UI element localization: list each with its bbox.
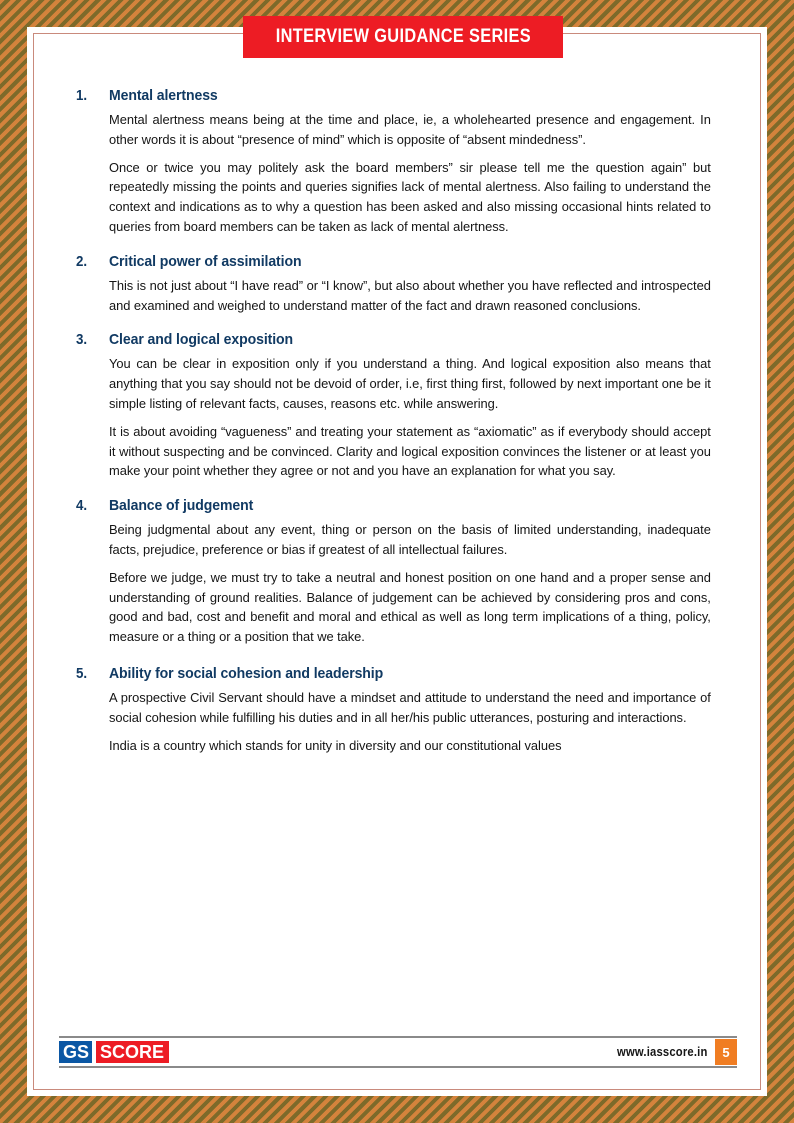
section-title: Ability for social cohesion and leadership xyxy=(109,665,384,682)
section-heading xyxy=(76,88,720,104)
section-body xyxy=(76,520,720,647)
header-banner xyxy=(243,16,563,58)
website-url[interactable]: www.iasscore.in xyxy=(616,1045,707,1059)
section-ability-for-social-cohesion-and-leadership xyxy=(76,666,720,755)
paragraph: You can be clear in exposition only if you understand a thing. And logical exposition also means that anything that you say should not be devoid of order, i.e, first thing first, followed by next important one be it simple listing of relevant facts, causes, reasons etc. while answering. xyxy=(109,356,711,411)
section-body xyxy=(76,276,720,316)
section-critical-power-of-assimilation xyxy=(76,254,720,316)
logo-separator xyxy=(93,1043,95,1061)
paragraph: Mental alertness means being at the time and place, ie, a wholehearted presence and engagement. In other words it is about “presence of mind” which is opposite of “absent mindedness”. xyxy=(109,112,711,147)
section-heading xyxy=(76,498,720,514)
page-number-badge: 5 xyxy=(715,1039,737,1065)
section-balance-of-judgement xyxy=(76,498,720,647)
section-number: 5. xyxy=(76,665,88,682)
section-body xyxy=(76,110,720,237)
gsscore-logo[interactable] xyxy=(59,1041,169,1063)
paragraph: Once or twice you may politely ask the board members” sir please tell me the question again” but repeatedly missing the points and queries signifies lack of mental alertness. Also failing to understand the context and indications as to why a question has been asked and also missing occasional hints related to queries from board members can be taken as lack of mental alertness. xyxy=(109,159,711,234)
section-body xyxy=(76,688,720,755)
section-title: Critical power of assimilation xyxy=(109,253,302,270)
page-footer xyxy=(59,1036,737,1068)
section-title: Clear and logical exposition xyxy=(109,332,294,349)
section-number: 2. xyxy=(76,253,88,270)
section-heading xyxy=(76,254,720,270)
paragraph: Before we judge, we must try to take a neutral and honest position on one hand and a proper sense and understanding of ground realities. Balance of judgement can be achieved by considering pros and cons, good and bad, cost and benefit and moral and ethical as well as long term implications of a thing, policy, measure or a thing or a position that we take. xyxy=(109,569,711,645)
section-title: Balance of judgement xyxy=(109,498,254,515)
section-clear-and-logical-exposition xyxy=(76,332,720,481)
footer-divider-bottom xyxy=(59,1066,737,1068)
paragraph: India is a country which stands for unity in diversity and our constitutional values xyxy=(109,737,562,753)
section-heading xyxy=(76,332,720,348)
paragraph: It is about avoiding “vagueness” and treating your statement as “axiomatic” as if everybody should accept it without suspecting and be convinced. Clarity and logical exposition convinces the listener or at least you make your point whether they agree or not and you have an explanation for what you say. xyxy=(109,423,711,479)
logo-gs-text: GS xyxy=(59,1041,92,1063)
section-mental-alertness xyxy=(76,88,720,237)
footer-right-group xyxy=(607,1039,738,1065)
paragraph: This is not just about “I have read” or “I know”, but also about whether you have reflected and introspected and examined and weighed to understand matter of the fact and drawn reasoned conclusions. xyxy=(109,277,711,313)
section-number: 1. xyxy=(76,88,88,104)
section-title: Mental alertness xyxy=(109,88,218,104)
section-number: 3. xyxy=(76,332,88,349)
document-content xyxy=(76,88,720,755)
paragraph: Being judgmental about any event, thing or person on the basis of limited understanding, inadequate facts, prejudice, preference or bias if greatest of all intellectual failures. xyxy=(109,522,711,557)
logo-score-text: SCORE xyxy=(96,1041,169,1063)
section-number: 4. xyxy=(76,498,88,515)
footer-row xyxy=(59,1038,737,1066)
section-body xyxy=(76,354,720,481)
paragraph: A prospective Civil Servant should have a mindset and attitude to understand the need and importance of social cohesion while fulfilling his duties and in all her/his public utterances, posturing and interactions. xyxy=(109,689,711,725)
header-banner-title: INTERVIEW GUIDANCE SERIES xyxy=(275,26,531,47)
section-heading xyxy=(76,666,720,682)
